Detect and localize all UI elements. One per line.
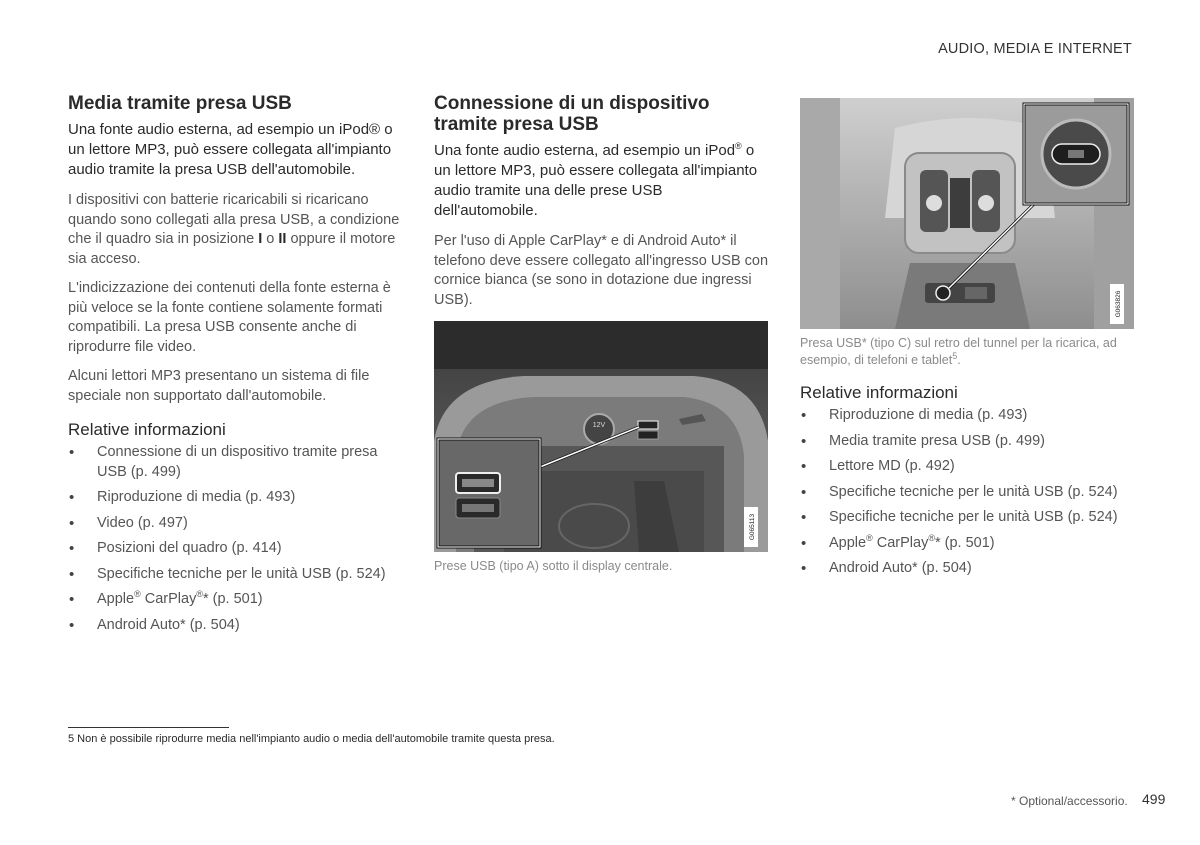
figure-code: G063826: [1115, 290, 1122, 318]
related-link[interactable]: • Specifiche tecniche per le unità USB (p. 524): [800, 483, 1135, 503]
figure-caption: Prese USB (tipo A) sotto il display centrale.: [434, 559, 673, 573]
figure-code: G065113: [749, 513, 756, 541]
column-media-usb: [68, 93, 403, 641]
usb-type-a-figure: [434, 321, 768, 552]
related-heading: Relative informazioni: [800, 383, 958, 402]
related-list: [800, 406, 1135, 579]
socket-label: 12V: [592, 422, 606, 429]
footnote-divider: [68, 727, 229, 728]
related-link-android[interactable]: • Android Auto* (p. 504): [800, 559, 1135, 579]
intro-paragraph: Una fonte audio esterna, ad esempio un iPod® o un lettore MP3, può essere collegata all'impianto audio tramite la presa USB dell'automobile.: [68, 121, 393, 178]
column-usb-c: [800, 93, 1135, 585]
column-usb-connection: [434, 93, 769, 575]
related-link[interactable]: • Specifiche tecniche per le unità USB (p. 524): [800, 508, 1135, 528]
figure-caption: Presa USB* (tipo C) sul retro del tunnel per la ricarica, ad esempio, di telefoni e tablet$^5$.: [800, 336, 1117, 367]
related-heading: Relative informazioni: [68, 420, 226, 439]
optional-accessory-note: * Optional/accessorio.: [1011, 794, 1128, 808]
related-link[interactable]: • Specifiche tecniche per le unità USB (p. 524): [68, 565, 403, 585]
related-link[interactable]: • Riproduzione di media (p. 493): [800, 406, 1135, 426]
heading-usb-connection: Connessione di un dispositivo tramite presa USB: [434, 93, 710, 135]
related-link-android[interactable]: • Android Auto* (p. 504): [68, 616, 403, 636]
carplay-paragraph: Per l'uso di Apple CarPlay* e di Android Auto* il telefono deve essere collegato all'ingresso USB con cornice bianca (se sono in dotazione due ingressi USB).: [434, 233, 769, 308]
related-link[interactable]: • Riproduzione di media (p. 493): [68, 488, 403, 508]
heading-media-usb: Media tramite presa USB: [68, 93, 292, 114]
related-link-carplay[interactable]: • Apple® CarPlay®* (p. 501): [68, 590, 403, 610]
intro-paragraph: Una fonte audio esterna, ad esempio un iPod® o un lettore MP3, può essere collegata all'impianto audio tramite una delle prese USB dell'automobile.: [434, 141, 758, 219]
related-link[interactable]: • Video (p. 497): [68, 514, 403, 534]
mp3-paragraph: Alcuni lettori MP3 presentano un sistema di file speciale non supportato dall'automobile.: [68, 368, 370, 404]
related-link[interactable]: • Posizioni del quadro (p. 414): [68, 539, 403, 559]
usb-type-c-figure: [800, 98, 1134, 329]
indexing-paragraph: L'indicizzazione dei contenuti della fonte esterna è più veloce se la fonte contiene solamente formati compatibili. La presa USB consente anche di riprodurre file video.: [68, 280, 391, 355]
related-list: [68, 443, 403, 635]
section-title: AUDIO, MEDIA E INTERNET: [938, 41, 1132, 57]
related-link[interactable]: • Connessione di un dispositivo tramite presa USB (p. 499): [68, 443, 403, 482]
charging-paragraph: I dispositivi con batterie ricaricabili si ricaricano quando sono collegati alla presa USB, a condizione che il quadro sia in posizione I o II oppure il motore sia acceso.: [68, 192, 400, 267]
footnote: 5 Non è possibile riprodurre media nell'impianto audio o media dell'automobile tramite questa presa.: [68, 733, 555, 745]
related-link-carplay[interactable]: • Apple® CarPlay®* (p. 501): [800, 534, 1135, 554]
page-number: 499: [1142, 791, 1166, 807]
related-link[interactable]: • Lettore MD (p. 492): [800, 457, 1135, 477]
related-link[interactable]: • Media tramite presa USB (p. 499): [800, 432, 1135, 452]
